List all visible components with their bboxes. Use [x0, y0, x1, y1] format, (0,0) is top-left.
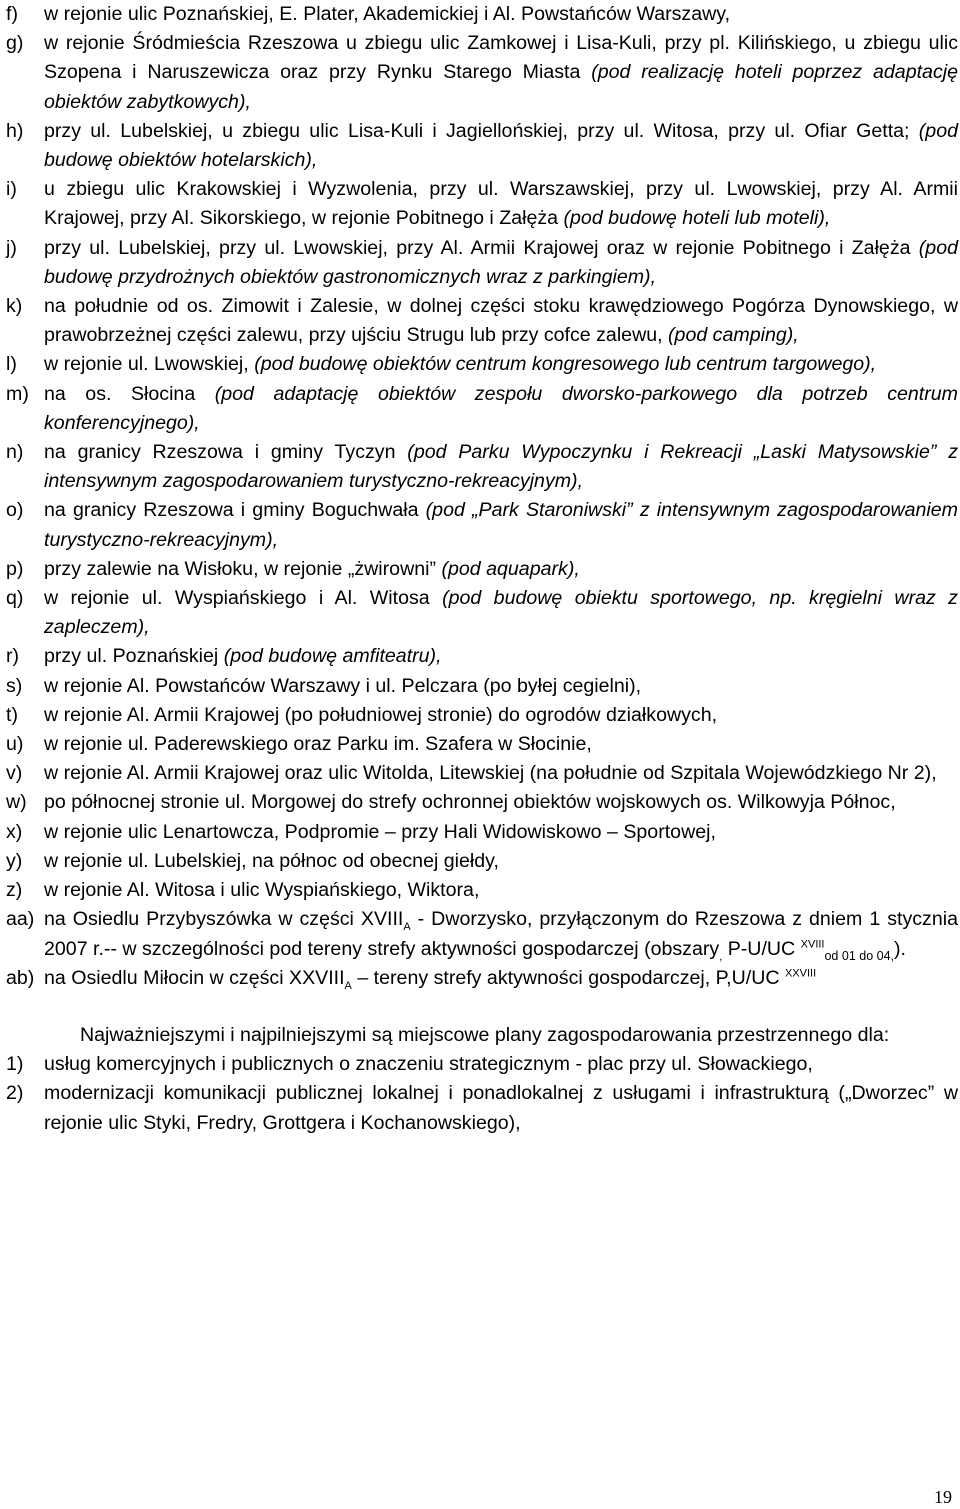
text-part: na Osiedlu Miłocin w części XXVIII: [44, 966, 345, 989]
list-label: i): [6, 178, 17, 201]
list-label: x): [6, 820, 23, 843]
list-item: [6, 0, 958, 29]
list-item: [6, 496, 958, 554]
list-text: [44, 292, 958, 350]
list-label: ab): [6, 966, 35, 989]
list-item: [6, 730, 958, 759]
list-text: [44, 29, 958, 117]
list-text: [44, 584, 958, 642]
numbered-text: modernizacji komunikacji publicznej lokalnej i ponadlokalnej z usługami i infrastrukturą („Dworzec” w rejonie ulic Styki, Fredry, Grottgera i Kochanowskiego),: [44, 1082, 958, 1134]
list-label: k): [6, 295, 23, 318]
list-item: [6, 380, 958, 438]
numbered-list: [6, 1050, 958, 1138]
item-purpose-note: (pod budowę obiektu sportowego, np. kręgielni wraz z zapleczem),: [44, 587, 958, 639]
list-item: [6, 292, 958, 350]
subscript: A: [344, 979, 352, 992]
list-text: [44, 905, 958, 963]
list-label: f): [6, 3, 18, 25]
item-text: w rejonie Al. Armii Krajowej (po południowej stronie) do ogrodów działkowych,: [44, 703, 718, 726]
list-text: [44, 788, 958, 817]
item-purpose-note: (pod „Park Staroniwski” z intensywnym zagospodarowaniem turystyczno-rekreacyjnym),: [44, 499, 958, 551]
item-text: w rejonie Al. Powstańców Warszawy i ul. Pelczara (po byłej cegielni),: [44, 674, 642, 697]
list-text: [44, 876, 958, 905]
list-item: [6, 234, 958, 292]
item-purpose-note: (pod budowę obiektów hotelarskich),: [44, 119, 958, 172]
intro-paragraph: Najważniejszymi i najpilniejszymi są miejscowe plany zagospodarowania przestrzennego dla:: [80, 1023, 890, 1046]
item-text: u zbiegu ulic Krakowskiej i Wyzwolenia, przy ul. Warszawskiej, przy ul. Lwowskiej, przy Al. Armii Krajowej, przy Al. Sikorskiego, w rejonie Pobitnego i Załęża: [44, 178, 958, 230]
item-purpose-note: (pod adaptację obiektów zespołu dworsko-parkowego dla potrzeb centrum konferencyjnego),: [44, 382, 958, 434]
list-text: [44, 964, 958, 993]
list-text: [44, 234, 958, 292]
numbered-label: 1): [6, 1053, 24, 1076]
list-label: u): [6, 733, 24, 756]
item-text: przy zalewie na Wisłoku, w rejonie „żwirowni”: [44, 557, 436, 580]
list-item: [6, 29, 958, 117]
list-text: [44, 350, 958, 379]
list-text: [44, 0, 958, 29]
superscript: XVIII: [800, 937, 825, 950]
numbered-text: usług komercyjnych i publicznych o znaczeniu strategicznym - plac przy ul. Słowackiego,: [44, 1053, 813, 1076]
list-text: [44, 175, 958, 233]
item-text: w rejonie Al. Witosa i ulic Wyspiańskiego, Wiktora,: [44, 879, 480, 902]
item-text: w rejonie ul. Lubelskiej, na północ od obecnej giełdy,: [44, 849, 499, 872]
numbered-item: [6, 1079, 958, 1137]
text-part: na Osiedlu Przybyszówka w części XVIII: [44, 908, 404, 931]
subscript: ,: [719, 950, 723, 963]
list-item: [6, 759, 958, 788]
list-label: m): [6, 382, 29, 405]
list-item: [6, 672, 958, 701]
item-purpose-note: (pod budowę hoteli lub moteli),: [563, 207, 831, 230]
list-text: [44, 701, 958, 730]
item-text: w rejonie Śródmieścia Rzeszowa u zbiegu ulic Zamkowej i Lisa-Kuli, przy pl. Kilińskiego, u zbiegu ulic Szopena i Naruszewicza oraz przy Rynku Starego Miasta: [44, 32, 958, 84]
list-item: [6, 438, 958, 496]
list-label: p): [6, 557, 24, 580]
list-label: h): [6, 119, 24, 142]
list-label: g): [6, 32, 24, 55]
item-text: w rejonie ul. Paderewskiego oraz Parku im. Szafera w Słocinie,: [44, 733, 592, 756]
list-text: [44, 555, 958, 584]
list-label: n): [6, 441, 24, 464]
item-text: w rejonie ul. Wyspiańskiego i Al. Witosa: [44, 587, 430, 610]
item-purpose-note: (pod budowę obiektów centrum kongresowego lub centrum targowego),: [254, 353, 877, 376]
list-text: [44, 672, 958, 701]
item-text: w rejonie Al. Armii Krajowej oraz ulic Witolda, Litewskiej (na południe od Szpitala Wojewódzkiego Nr 2),: [44, 762, 937, 785]
item-purpose-note: (pod camping),: [668, 324, 799, 347]
text-part: - Dworzysko, przyłączonym do Rzeszowa z dniem 1 stycznia 2007 r.-- w szczególności pod tereny strefy aktywności gospodarczej (obszary: [44, 908, 958, 960]
list-item: [6, 788, 958, 817]
list-item: [6, 847, 958, 876]
item-text: na granicy Rzeszowa i gminy Tyczyn: [44, 441, 396, 464]
numbered-item: [6, 1050, 958, 1079]
list-label: y): [6, 849, 23, 872]
page-number: 19: [934, 1487, 952, 1507]
paragraph-spacer: [6, 993, 958, 1021]
list-item: [6, 555, 958, 584]
list-text: [44, 847, 958, 876]
item-text: w rejonie ul. Lwowskiej,: [44, 353, 249, 376]
list-label: t): [6, 703, 18, 726]
item-purpose-note: (pod aquapark),: [441, 557, 580, 580]
list-text: [44, 496, 958, 554]
list-label: r): [6, 645, 20, 668]
list-item-aa: [6, 905, 958, 963]
list-item: [6, 350, 958, 379]
list-text: [44, 380, 958, 438]
list-text: [44, 438, 958, 496]
list-item: [6, 117, 958, 175]
list-item: [6, 701, 958, 730]
list-text: [44, 818, 958, 847]
item-text: przy ul. Lubelskiej, u zbiegu ulic Lisa-Kuli i Jagiellońskiej, przy ul. Witosa, przy ul. Ofiar Getta;: [44, 119, 910, 142]
list-label: o): [6, 499, 24, 522]
text-part: P-U/UC: [722, 937, 801, 960]
item-purpose-note: (pod realizację hoteli poprzez adaptację obiektów zabytkowych),: [44, 61, 958, 113]
text-part: – tereny strefy aktywności gospodarczej, P,U/UC: [351, 966, 785, 989]
list-label: aa): [6, 908, 35, 931]
item-purpose-note: (pod budowę przydrożnych obiektów gastronomicznych wraz z parkingiem),: [44, 236, 958, 288]
list-item: [6, 642, 958, 671]
text-part: ).: [894, 937, 906, 960]
list-item: [6, 175, 958, 233]
item-text: w rejonie ulic Lenartowcza, Podpromie – przy Hali Widowiskowo – Sportowej,: [44, 820, 716, 843]
list-item: [6, 818, 958, 847]
document-page: [6, 0, 958, 1138]
list-label: w): [6, 791, 27, 814]
list-label: j): [6, 236, 17, 259]
list-label: s): [6, 674, 23, 697]
list-text: [44, 117, 958, 175]
list-item: [6, 584, 958, 642]
list-label: q): [6, 587, 24, 610]
list-text: [44, 730, 958, 759]
item-purpose-note: (pod Parku Wypoczynku i Rekreacji „Laski Matysowskie” z intensywnym zagospodarowaniem turystyczno-rekreacyjnym),: [44, 441, 959, 493]
superscript: XXVIII: [784, 967, 817, 980]
subscript: A: [403, 921, 411, 934]
item-purpose-note: (pod budowę amfiteatru),: [223, 645, 442, 668]
list-label: l): [6, 353, 17, 376]
list-item: [6, 876, 958, 905]
list-text: [44, 759, 958, 788]
list-label: v): [6, 762, 23, 785]
item-text: po północnej stronie ul. Morgowej do strefy ochronnej obiektów wojskowych os. Wilkowyja Północ,: [44, 791, 896, 814]
list-item-ab: [6, 964, 958, 993]
numbered-label: 2): [6, 1082, 24, 1105]
list-label: z): [6, 879, 23, 902]
item-text: na os. Słocina: [44, 382, 196, 405]
subscript: od 01 do 04,: [824, 948, 894, 963]
item-text: w rejonie ulic Poznańskiej, E. Plater, Akademickiej i Al. Powstańców Warszawy,: [44, 3, 731, 25]
item-text: przy ul. Poznańskiej: [44, 645, 219, 668]
list-text: [44, 642, 958, 671]
item-text: przy ul. Lubelskiej, przy ul. Lwowskiej, przy Al. Armii Krajowej oraz w rejonie Pobitnego i Załęża: [44, 236, 911, 259]
item-text: na granicy Rzeszowa i gminy Boguchwała: [44, 499, 419, 522]
item-text: na południe od os. Zimowit i Zalesie, w dolnej części stoku krawędziowego Pogórza Dynowskiego, w prawobrzeżnej części zalewu, przy ujściu Strugu lub przy cofce zalewu,: [44, 295, 958, 347]
lettered-list: [6, 0, 958, 905]
